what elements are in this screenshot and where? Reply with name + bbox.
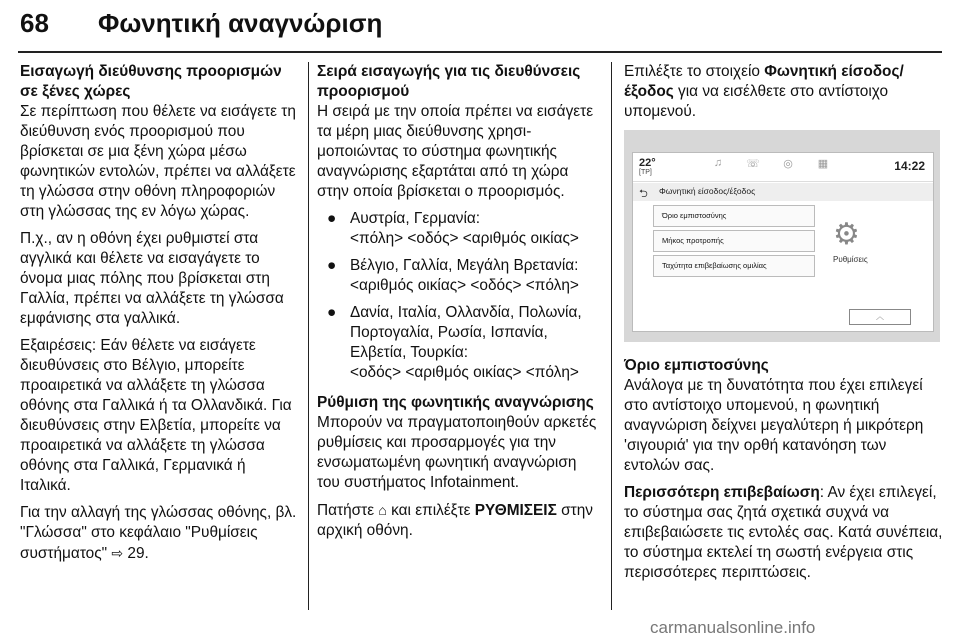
tp-indicator: [TP] [639, 169, 652, 176]
clock: 14:22 [894, 159, 925, 173]
column-3-lower [624, 356, 944, 590]
paragraph: Μπορούν να πραγματοποιηθούν αρκετές ρυθμίσεις και προσαρμογές για την ενσωματωμένη φωνητική αναγνώριση του συστήματος Infotainment. [317, 414, 597, 491]
settings-keyword: ΡΥΘΜΙΣΕΙΣ [474, 502, 557, 519]
paragraph: Επιλέξτε το στοιχείο Φωνητική είσοδος/έξοδος για να εισέλθετε στο αντίστοιχο υπομενού. [624, 63, 904, 120]
column-1 [20, 62, 300, 571]
menu-title: Φωνητική είσοδος/έξοδος [659, 186, 756, 196]
status-bar [633, 153, 933, 182]
paragraph: Π.χ., αν η οθόνη έχει ρυθμιστεί στα αγγλικά και θέλετε να εισαγάγετε το όνομα μιας πόλης που βρίσκεται στη Γαλλία, πρέπει να αλλάξετε τη γλώσσα εμφάνισης στα γαλλικά. [20, 230, 284, 327]
submenu-item[interactable]: Μήκος προτροπής [653, 230, 815, 252]
paragraph: Σε περίπτωση που θέλετε να εισάγετε τη διεύθυνση ενός προορισμού που βρίσκεται σε μια ξένη χώρα μέσω φωνητικών εντολών, πρέπει να αλλάξετε τη γλώσσα στην οθόνη πληροφοριών στη γλώσσας της εν λόγω χώρας. [20, 103, 296, 220]
bullet-icon: ● [327, 210, 337, 227]
paragraph: Για την αλλαγή της γλώσσας οθόνης, βλ. "Γλώσσα" στο κεφάλαιο "Ρυθμίσεις συστήματος" ⇨ 29. [20, 504, 297, 562]
paragraph: Ανάλογα με τη δυνατότητα που έχει επιλεγεί στο αντίστοιχο υπομενού, η φωνητική αναγνώριση δείχνει μεγαλύτερη ή μικρότερη 'σιγουριά' για την ορθή κατανόηση των εντολών σας. [624, 377, 924, 474]
section-heading: Όριο εμπιστοσύνης [624, 357, 769, 374]
paragraph: Εξαιρέσεις: Εάν θέλετε να εισάγετε διευθύνσεις στο Βέλγιο, μπορείτε προαιρετικά να αλλάξετε τη γλώσσα οθόνης στα Γαλλικά ή τα Ολλανδικά. Για διευθύνσεις στην Ελβετία, μπορείτε να προαιρετικά να αλλάξετε τη γλώσσα οθόνης στα Γαλλικά, Γερμανικά ή Ιταλικά. [20, 337, 292, 494]
scroll-up-button[interactable]: ︿ [849, 309, 911, 325]
menu-item-name: Φωνητική είσοδος/έξοδος [624, 63, 904, 100]
submenu-item[interactable]: Όριο εμπιστοσύνης [653, 205, 815, 227]
display-screen [632, 152, 934, 332]
page-reference-icon: ⇨ [111, 545, 124, 561]
header-rule [18, 51, 942, 53]
column-divider [308, 62, 309, 610]
list-item: ● Δανία, Ιταλία, Ολλανδία, Πολωνία, Πορτογαλία, Ρωσία, Ισπανία, Ελβετία, Τουρκία: <οδός> <αριθμός οικίας> <πόλη> [327, 304, 582, 381]
column-3 [624, 62, 944, 129]
page-title: Φωνητική αναγνώριση [98, 8, 383, 38]
apps-tab-icon[interactable]: ▦ [817, 158, 829, 170]
list-item: ● Αυστρία, Γερμανία: <πόλη> <οδός> <αριθμός οικίας> [327, 210, 579, 247]
page-number: 68 [20, 8, 49, 38]
page-link[interactable]: 29. [127, 545, 149, 562]
bullet-icon: ● [327, 304, 337, 321]
column-2 [317, 62, 597, 548]
back-icon[interactable]: ⮌ [639, 188, 648, 200]
audio-tab-icon[interactable]: ♫ [713, 157, 723, 169]
paragraph: Πατήστε ⌂ και επιλέξτε ΡΥΘΜΙΣΕΙΣ στην αρχική οθόνη. [317, 502, 593, 539]
temperature: 22° [639, 157, 656, 169]
section-heading: Εισαγωγή διεύθυνσης προορισμών σε ξένες χώρες [20, 63, 282, 100]
column-divider [611, 62, 612, 610]
menu-header [633, 183, 933, 201]
home-icon: ⌂ [378, 502, 387, 518]
page-header [0, 0, 960, 52]
nav-tab-icon[interactable]: ◎ [783, 158, 793, 170]
list-item: ● Βέλγιο, Γαλλία, Μεγάλη Βρετανία: <αριθμός οικίας> <οδός> <πόλη> [327, 257, 579, 294]
paragraph: Η σειρά με την οποία πρέπει να εισάγετε τα μέρη μιας διεύθυνσης χρησιμοποιώντας το σύστημα φωνητικής αναγνώρισης εξαρτάται από τη χώρα στην οποία βρίσκεται ο προορισμός. [317, 103, 594, 200]
section-heading: Σειρά εισαγωγής για τις διευθύνσεις προορισμού [317, 63, 581, 100]
settings-label: Ρυθμίσεις [833, 255, 868, 264]
watermark: carmanualsonline.info [650, 618, 816, 637]
phone-tab-icon[interactable]: ☏ [746, 158, 760, 170]
bullet-icon: ● [327, 257, 337, 274]
submenu-item[interactable]: Ταχύτητα επιβεβαίωσης ομιλίας [653, 255, 815, 277]
submenu-list [653, 205, 815, 280]
paragraph: Περισσότερη επιβεβαίωση: Αν έχει επιλεγεί, το σύστημα σας ζητά σχετικά συχνά να επιβεβαιώσετε τις εντολές σας. Κατά συνέπεια, το σύστημα εκτελεί τη σωστή ενέργεια στις περισσότερες περιπτώσεις. [624, 484, 943, 581]
gear-icon: ⚙ [833, 218, 860, 251]
section-heading: Ρύθμιση της φωνητικής αναγνώρισης [317, 394, 594, 411]
infotainment-screenshot [624, 130, 940, 342]
